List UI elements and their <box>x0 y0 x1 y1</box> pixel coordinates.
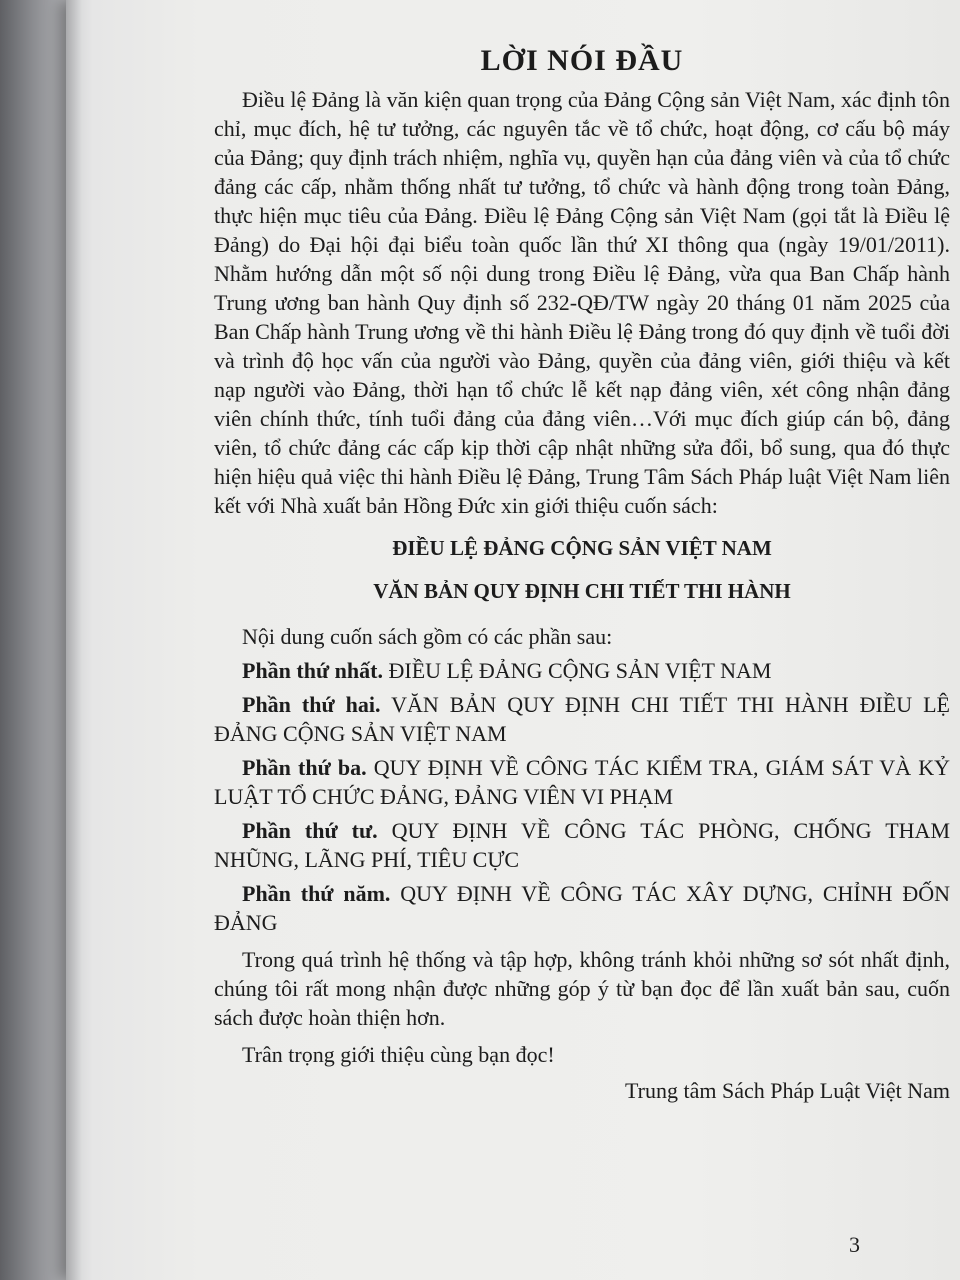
part-text: ĐIỀU LỆ ĐẢNG CỘNG SẢN VIỆT NAM <box>382 658 772 683</box>
part-label: Phần thứ nhất. <box>242 658 383 683</box>
page-number: 3 <box>849 1232 860 1257</box>
part-label: Phần thứ hai. <box>242 692 381 717</box>
part-item-4 <box>214 816 950 874</box>
part-item-2 <box>214 690 950 748</box>
part-label: Phần thứ năm. <box>242 881 391 906</box>
page-fold-shadow <box>66 0 82 1280</box>
part-text: QUY ĐỊNH VỀ CÔNG TÁC XÂY DỰNG, CHỈNH ĐỐN ĐẢNG <box>214 881 951 935</box>
page-content <box>214 40 950 1105</box>
part-item-5 <box>214 879 950 937</box>
signature: Trung tâm Sách Pháp Luật Việt Nam <box>625 1078 950 1103</box>
part-text: VĂN BẢN QUY ĐỊNH CHI TIẾT THI HÀNH ĐIỀU LỆ ĐẢNG CỘNG SẢN VIỆT NAM <box>214 692 950 746</box>
part-item-1 <box>214 656 950 685</box>
thanks-line: Trân trọng giới thiệu cùng bạn đọc! <box>242 1042 555 1067</box>
book-page <box>66 0 960 1280</box>
book-title-line-1: ĐIỀU LỆ ĐẢNG CỘNG SẢN VIỆT NAM <box>392 536 772 560</box>
part-text: QUY ĐỊNH VỀ CÔNG TÁC PHÒNG, CHỐNG THAM NHŨNG, LÃNG PHÍ, TIÊU CỰC <box>214 818 951 872</box>
page-title: LỜI NÓI ĐẦU <box>480 44 684 77</box>
contents-intro: Nội dung cuốn sách gồm có các phần sau: <box>242 624 613 649</box>
part-label: Phần thứ ba. <box>242 755 367 780</box>
intro-paragraph: Điều lệ Đảng là văn kiện quan trọng của Đảng Cộng sản Việt Nam, xác định tôn chỉ, mục đích, hệ tư tưởng, các nguyên tắc về tổ chức, hoạt động, cơ cấu bộ máy của Đảng; quy định trách nhiệm, nghĩa vụ, quyền hạn của đảng viên và của tổ chức đảng các cấp, nhằm thống nhất tư tưởng, tổ chức và hành động trong toàn Đảng, thực hiện mục tiêu của Đảng. Điều lệ Đảng Cộng sản Việt Nam (gọi tắt là Điều lệ Đảng) do Đại hội đại biểu toàn quốc lần thứ XI thông qua (ngày 19/01/2011). Nhằm hướng dẫn một số nội dung trong Điều lệ Đảng, vừa qua Ban Chấp hành Trung ương ban hành Quy định số 232-QĐ/TW ngày 20 tháng 01 năm 2025 của Ban Chấp hành Trung ương về thi hành Điều lệ Đảng trong đó quy định về tuổi đời và trình độ học vấn của người vào Đảng, quyền của đảng viên, giới thiệu và kết nạp người vào Đảng, thời hạn tổ chức lễ kết nạp đảng viên, xét công nhận đảng viên chính thức, tính tuổi đảng của đảng viên…Với mục đích giúp cán bộ, đảng viên, tổ chức đảng các cấp kịp thời cập nhật những sửa đổi, bổ sung, qua đó thực hiện hiệu quả việc thi hành Điều lệ Đảng, Trung Tâm Sách Pháp luật Việt Nam liên kết với Nhà xuất bản Hồng Đức xin giới thiệu cuốn sách: <box>214 87 950 518</box>
part-item-3 <box>214 753 950 811</box>
part-text: QUY ĐỊNH VỀ CÔNG TÁC KIỂM TRA, GIÁM SÁT VÀ KỶ LUẬT TỔ CHỨC ĐẢNG, ĐẢNG VIÊN VI PHẠM <box>214 755 950 809</box>
closing-paragraph: Trong quá trình hệ thống và tập hợp, không tránh khỏi những sơ sót nhất định, chúng tôi rất mong nhận được những góp ý từ bạn đọc để lần xuất bản sau, cuốn sách được hoàn thiện hơn. <box>214 947 950 1030</box>
book-title-line-2: VĂN BẢN QUY ĐỊNH CHI TIẾT THI HÀNH <box>373 579 791 603</box>
part-label: Phần thứ tư. <box>242 818 378 843</box>
